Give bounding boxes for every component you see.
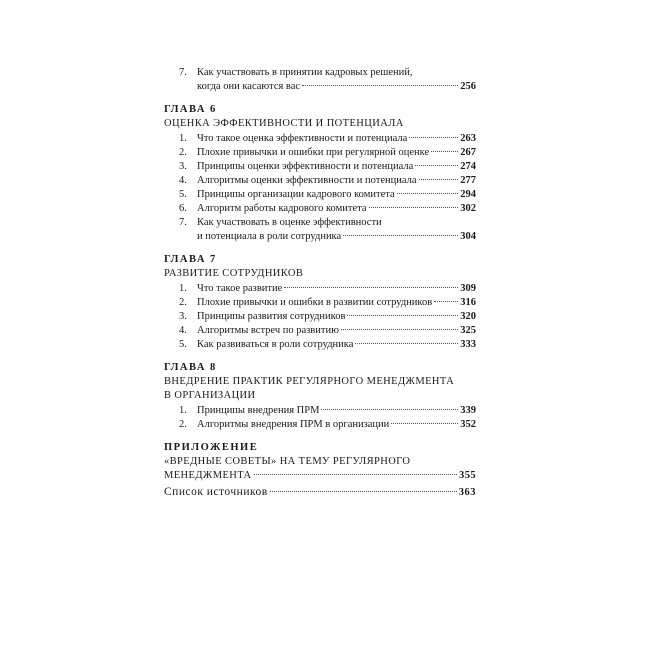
dot-leader <box>415 165 458 166</box>
entry-text: Принципы развития сотрудников <box>197 311 346 322</box>
page-number: 263 <box>460 133 476 144</box>
entry-number: 7. <box>179 67 187 78</box>
entry-number: 2. <box>179 297 187 308</box>
page-number: 309 <box>460 283 476 294</box>
page-number: 320 <box>460 311 476 322</box>
toc-entry <box>164 418 476 432</box>
entry-text: когда они касаются вас <box>197 81 301 92</box>
sources-text: Список источников <box>164 486 268 498</box>
dot-leader <box>270 491 457 492</box>
toc-entry <box>164 404 476 418</box>
chapter-items <box>164 404 476 432</box>
page-number: 267 <box>460 147 476 158</box>
dot-leader <box>347 315 458 316</box>
toc-entry <box>164 338 476 352</box>
entry-text: Как развиваться в роли сотрудника <box>197 339 354 350</box>
toc-entry <box>164 296 476 310</box>
entry-number: 4. <box>179 175 187 186</box>
appendix-title-line: МЕНЕДЖМЕНТА <box>164 470 252 481</box>
chapter-label: ГЛАВА 6 <box>164 104 217 115</box>
entry-number: 6. <box>179 203 187 214</box>
toc-entry <box>164 282 476 296</box>
page-number: 352 <box>460 419 476 430</box>
entry-text: Плохие привычки и ошибки при регулярной оценке <box>197 147 430 158</box>
entry-number: 3. <box>179 161 187 172</box>
entry-text: Алгоритмы встреч по развитию <box>197 325 339 336</box>
chapter-title: РАЗВИТИЕ СОТРУДНИКОВ <box>164 268 304 279</box>
table-of-contents <box>164 66 476 500</box>
dot-leader <box>284 287 458 288</box>
dot-leader <box>302 85 458 86</box>
dot-leader <box>391 423 458 424</box>
page-number: 355 <box>459 470 476 481</box>
dot-leader <box>355 343 458 344</box>
dot-leader <box>434 301 458 302</box>
dot-leader <box>254 474 458 475</box>
toc-entry <box>164 146 476 160</box>
page-number: 256 <box>460 81 476 92</box>
entry-number: 7. <box>179 217 187 228</box>
entry-number: 2. <box>179 419 187 430</box>
page-number: 304 <box>460 231 476 242</box>
toc-entry <box>164 174 476 188</box>
dot-leader <box>341 329 458 330</box>
entry-text: Что такое оценка эффективности и потенциала <box>197 133 408 144</box>
entry-text: Принципы оценки эффективности и потенциала <box>197 161 414 172</box>
entry-number: 5. <box>179 339 187 350</box>
page-number: 274 <box>460 161 476 172</box>
dot-leader <box>409 137 458 138</box>
appendix-title-line: «ВРЕДНЫЕ СОВЕТЫ» НА ТЕМУ РЕГУЛЯРНОГО <box>164 456 411 467</box>
page-number: 294 <box>460 189 476 200</box>
entry-number: 2. <box>179 147 187 158</box>
entry-text: Как участвовать в принятии кадровых решений, <box>197 67 413 78</box>
appendix-label: ПРИЛОЖЕНИЕ <box>164 442 259 453</box>
sources-entry <box>164 485 476 500</box>
dot-leader <box>321 409 458 410</box>
chapter-items <box>164 132 476 244</box>
toc-entry <box>164 202 476 216</box>
entry-number: 1. <box>179 283 187 294</box>
entry-number: 5. <box>179 189 187 200</box>
dot-leader <box>397 193 459 194</box>
page-number: 339 <box>460 405 476 416</box>
page-number: 333 <box>460 339 476 350</box>
entry-text: Алгоритмы внедрения ПРМ в организации <box>197 419 390 430</box>
chapter-title-line: ВНЕДРЕНИЕ ПРАКТИК РЕГУЛЯРНОГО МЕНЕДЖМЕНТА <box>164 376 455 387</box>
entry-number: 1. <box>179 405 187 416</box>
toc-entry <box>164 66 476 94</box>
entry-text: Как участвовать в оценке эффективности <box>197 217 382 228</box>
entry-text: Принципы внедрения ПРМ <box>197 405 320 416</box>
toc-entry <box>164 324 476 338</box>
page-number: 316 <box>460 297 476 308</box>
dot-leader <box>343 235 458 236</box>
entry-number: 1. <box>179 133 187 144</box>
entry-text: Алгоритм работы кадрового комитета <box>197 203 367 214</box>
toc-entry <box>164 132 476 146</box>
dot-leader <box>369 207 459 208</box>
page-number: 302 <box>460 203 476 214</box>
entry-number: 4. <box>179 325 187 336</box>
entry-text: Что такое развитие <box>197 283 283 294</box>
dot-leader <box>431 151 458 152</box>
dot-leader <box>419 179 459 180</box>
page-number: 325 <box>460 325 476 336</box>
chapter-items <box>164 282 476 352</box>
page-number: 363 <box>458 487 476 498</box>
chapter-label: ГЛАВА 7 <box>164 254 217 265</box>
chapter-title: ОЦЕНКА ЭФФЕКТИВНОСТИ И ПОТЕНЦИАЛА <box>164 118 404 129</box>
chapter-label: ГЛАВА 8 <box>164 362 217 373</box>
page-number: 277 <box>460 175 476 186</box>
chapter-title-line: В ОРГАНИЗАЦИИ <box>164 390 256 401</box>
chapter-title <box>164 375 476 403</box>
toc-entry <box>164 188 476 202</box>
appendix-title <box>164 455 476 483</box>
toc-entry <box>164 216 476 244</box>
entry-text: и потенциала в роли сотрудника <box>197 231 342 242</box>
toc-entry <box>164 310 476 324</box>
entry-text: Алгоритмы оценки эффективности и потенциала <box>197 175 417 186</box>
toc-entry <box>164 160 476 174</box>
entry-text: Принципы организации кадрового комитета <box>197 189 395 200</box>
entry-text: Плохие привычки и ошибки в развитии сотрудников <box>197 297 433 308</box>
entry-number: 3. <box>179 311 187 322</box>
